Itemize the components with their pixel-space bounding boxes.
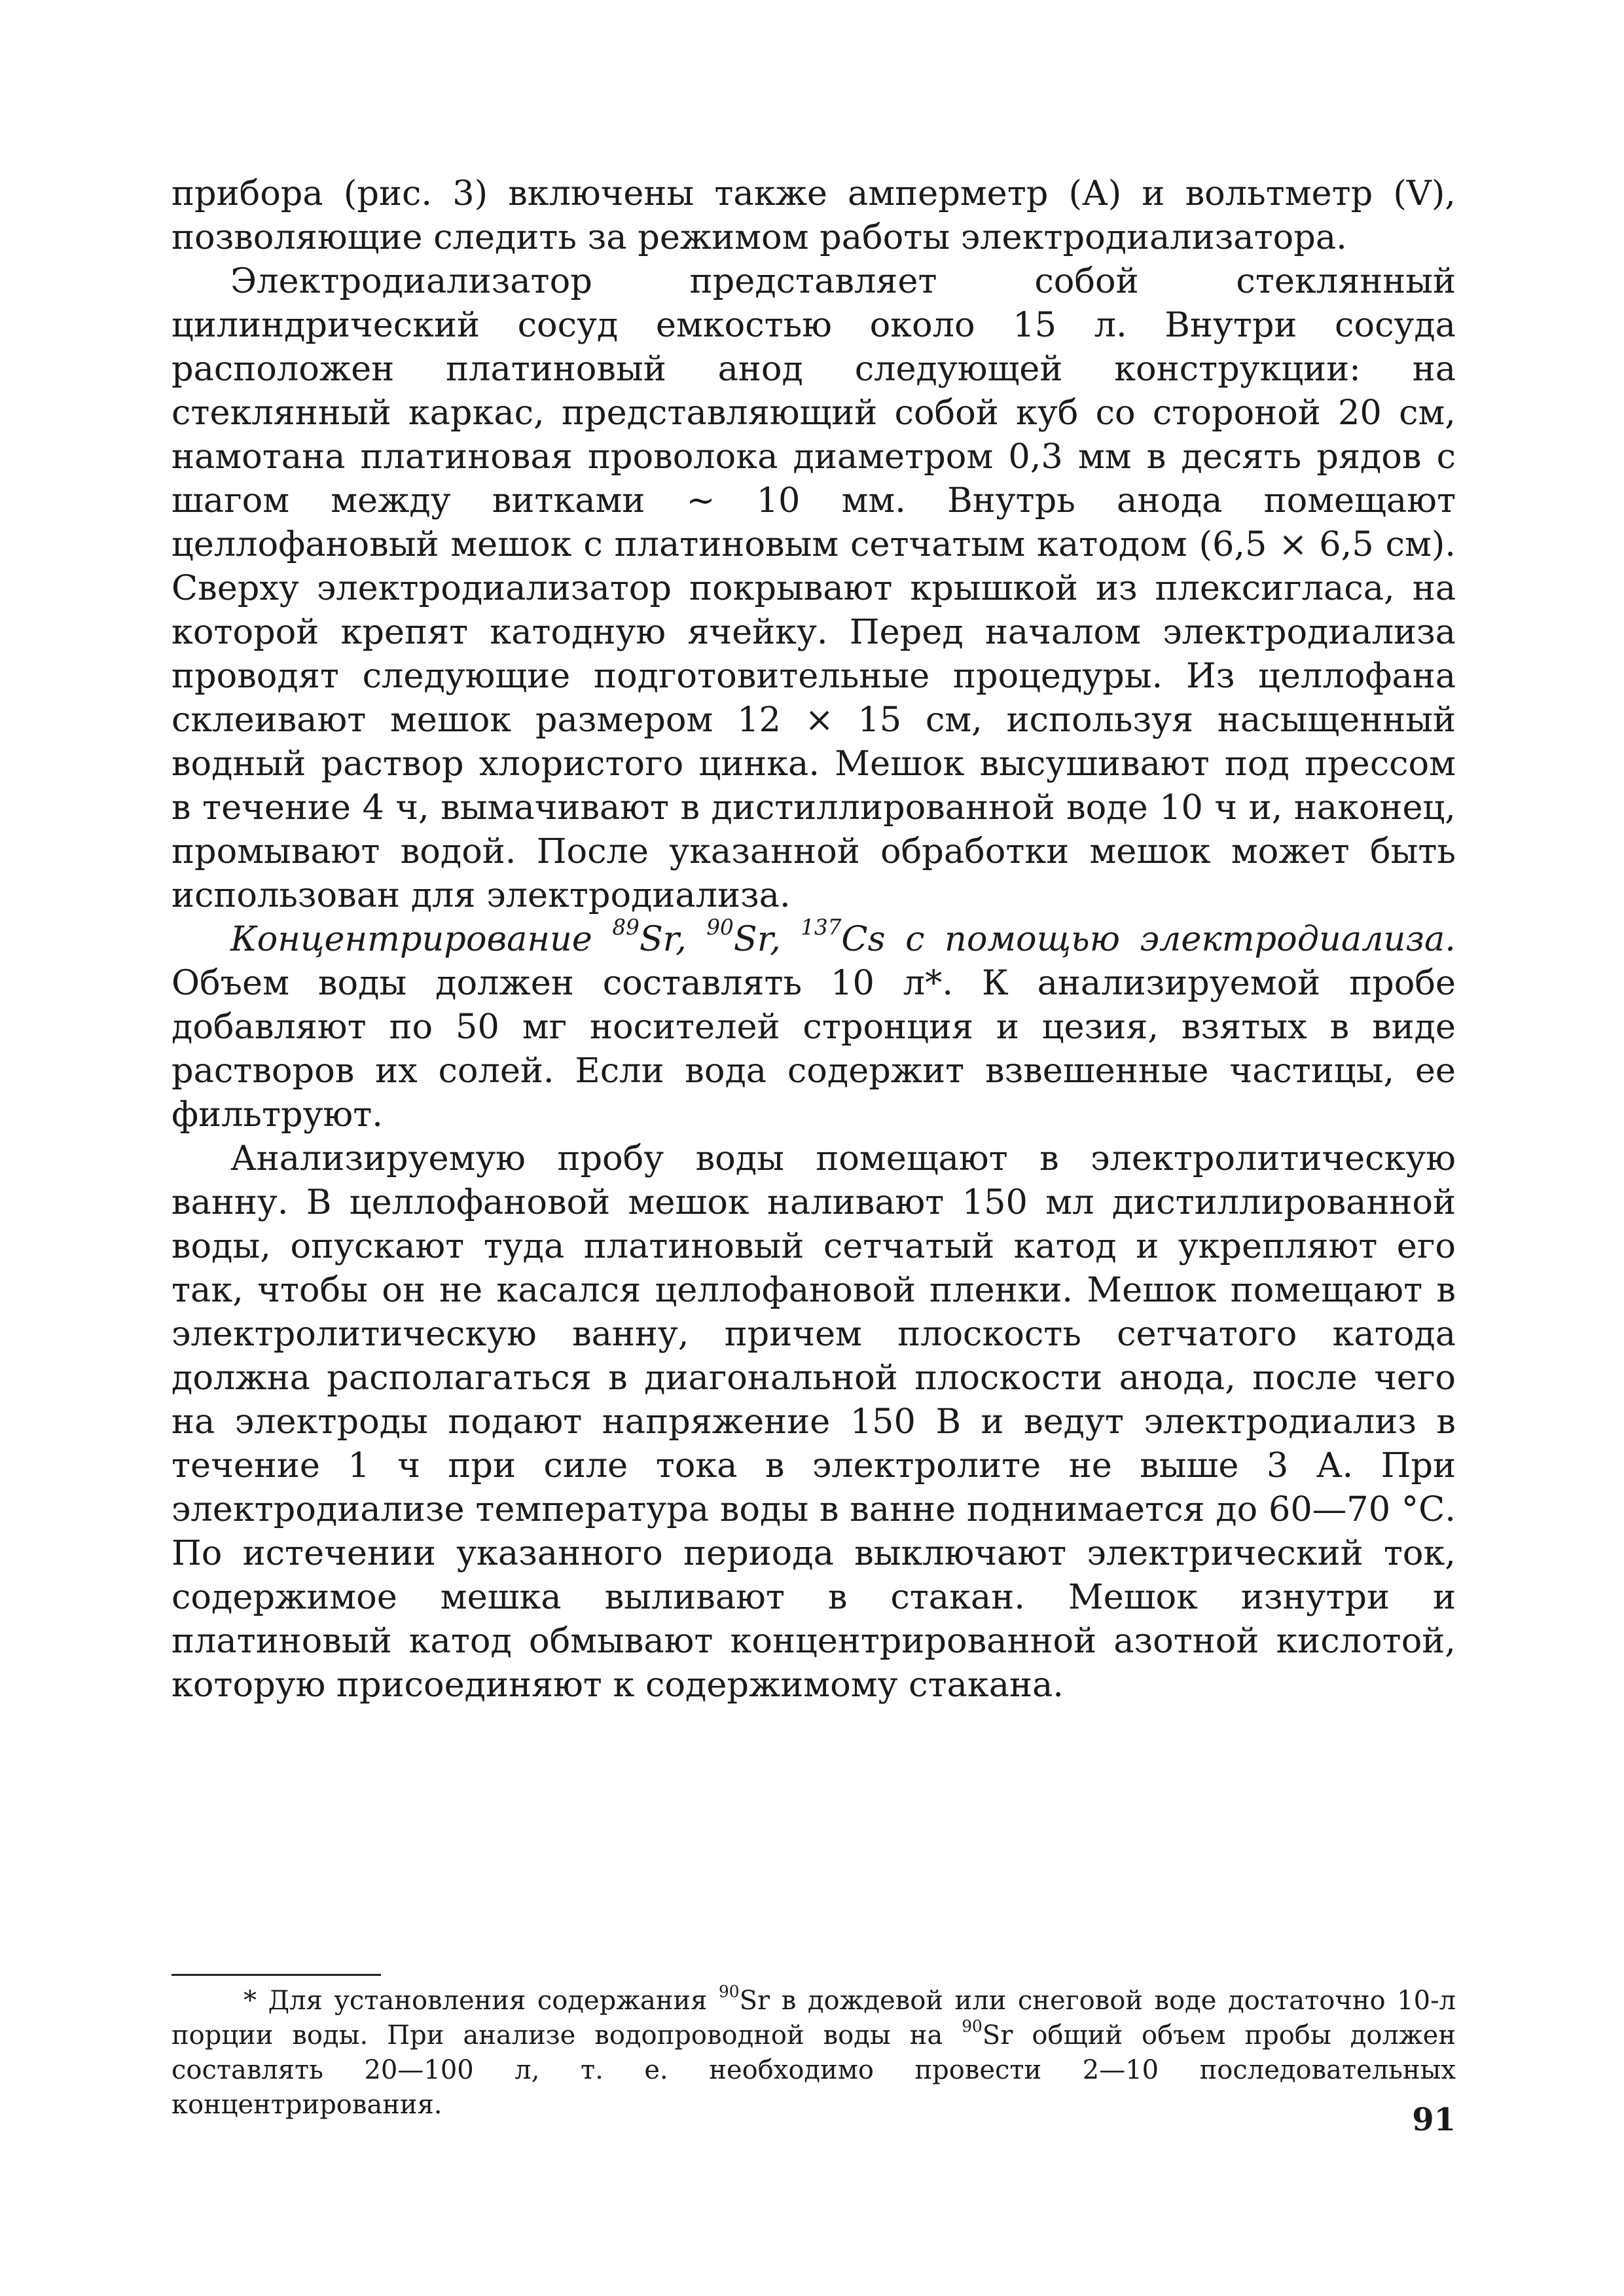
footnote-isotope-2-mass: 90 — [962, 2016, 983, 2036]
footnote-isotope-2-symbol: Sr — [982, 2020, 1013, 2050]
isotope-sr89-symbol: Sr, — [639, 919, 707, 959]
body-text — [171, 172, 1456, 1707]
isotope-sr90-mass: 90 — [706, 915, 734, 940]
isotope-cs137-mass: 137 — [801, 915, 842, 940]
footnote-text-1: * Для установления содержания — [244, 1986, 719, 2016]
heading-text-end: с помощью электродиализа. — [885, 919, 1456, 959]
section-heading — [230, 915, 1456, 959]
paragraph-4: Анализируемую пробу воды помещают в электролитическую ванну. В целлофановой мешок наливают 150 мл дистиллированной воды, опускают туда платиновый сетчатый катод и укрепляют его так, чтобы он не касался целлофановой пленки. Мешок помещают в электролитическую ванну, причем плоскость сетчатого катода должна располагаться в диагональной плоскости анода, после чего на электроды подают напряжение 150 В и ведут электродиализ в течение 1 ч при силе тока в электролите не выше 3 А. При электродиализе температура воды в ванне поднимается до 60—70 °С. По истечении указанного периода выключают электрический ток, содержимое мешка выливают в стакан. Мешок изнутри и платиновый катод обмывают концентрированной азотной кислотой, которую присоединяют к содержимому стакана. — [171, 1139, 1456, 1705]
heading-text-start: Концентрирование — [230, 919, 613, 959]
paragraph-3-text: Объем воды должен составлять 10 л*. К анализируемой пробе добавляют по 50 мг носителей стронция и цезия, взятых в виде растворов их солей. Если вода содержит взвешенные частицы, ее фильтруют. — [171, 963, 1456, 1135]
paragraph-3 — [171, 917, 1456, 1137]
footnote — [171, 1984, 1456, 2123]
footnote-text-3: общий объем пробы должен составлять 20—100 л, т. е. необходимо провести 2—10 последовательных концентрирования. — [171, 2020, 1456, 2120]
paragraph-2: Электродиализатор представляет собой стеклянный цилиндрический сосуд емкостью около 15 л. Внутри сосуда расположен платиновый анод следующей конструкции: на стеклянный каркас, представляющий собой куб со стороной 20 см, намотана платиновая проволока диаметром 0,3 мм в десять рядов с шагом между витками ~ 10 мм. Внутрь анода помещают целлофановый мешок с платиновым сетчатым катодом (6,5 × 6,5 см). Сверху электродиализатор покрывают крышкой из плексигласа, на которой крепят катодную ячейку. Перед началом электродиализа проводят следующие подготовительные процедуры. Из целлофана склеивают мешок размером 12 × 15 см, используя насыщенный водный раствор хлористого цинка. Мешок высушивают под прессом в течение 4 ч, вымачивают в дистиллированной воде 10 ч и, наконец, промывают водой. После указанной обработки мешок может быть использован для электродиализа. — [171, 261, 1456, 915]
footnote-text-2: в дождевой или снеговой воде достаточно 10-л порции воды. При анализе водопроводной воды на — [171, 1986, 1456, 2050]
isotope-sr90-symbol: Sr, — [733, 919, 801, 959]
isotope-cs137-symbol: Cs — [841, 919, 886, 959]
footnote-isotope-1-mass: 90 — [719, 1982, 740, 2001]
page-number: 91 — [1412, 2102, 1456, 2138]
isotope-sr89-mass: 89 — [612, 915, 640, 940]
footnote-divider — [171, 1974, 381, 1976]
footnote-isotope-1-symbol: Sr — [739, 1986, 770, 2016]
paragraph-1: прибора (рис. 3) включены также амперметр (А) и вольтметр (V), позволяющие следить за режимом работы электродиализатора. — [171, 173, 1456, 257]
